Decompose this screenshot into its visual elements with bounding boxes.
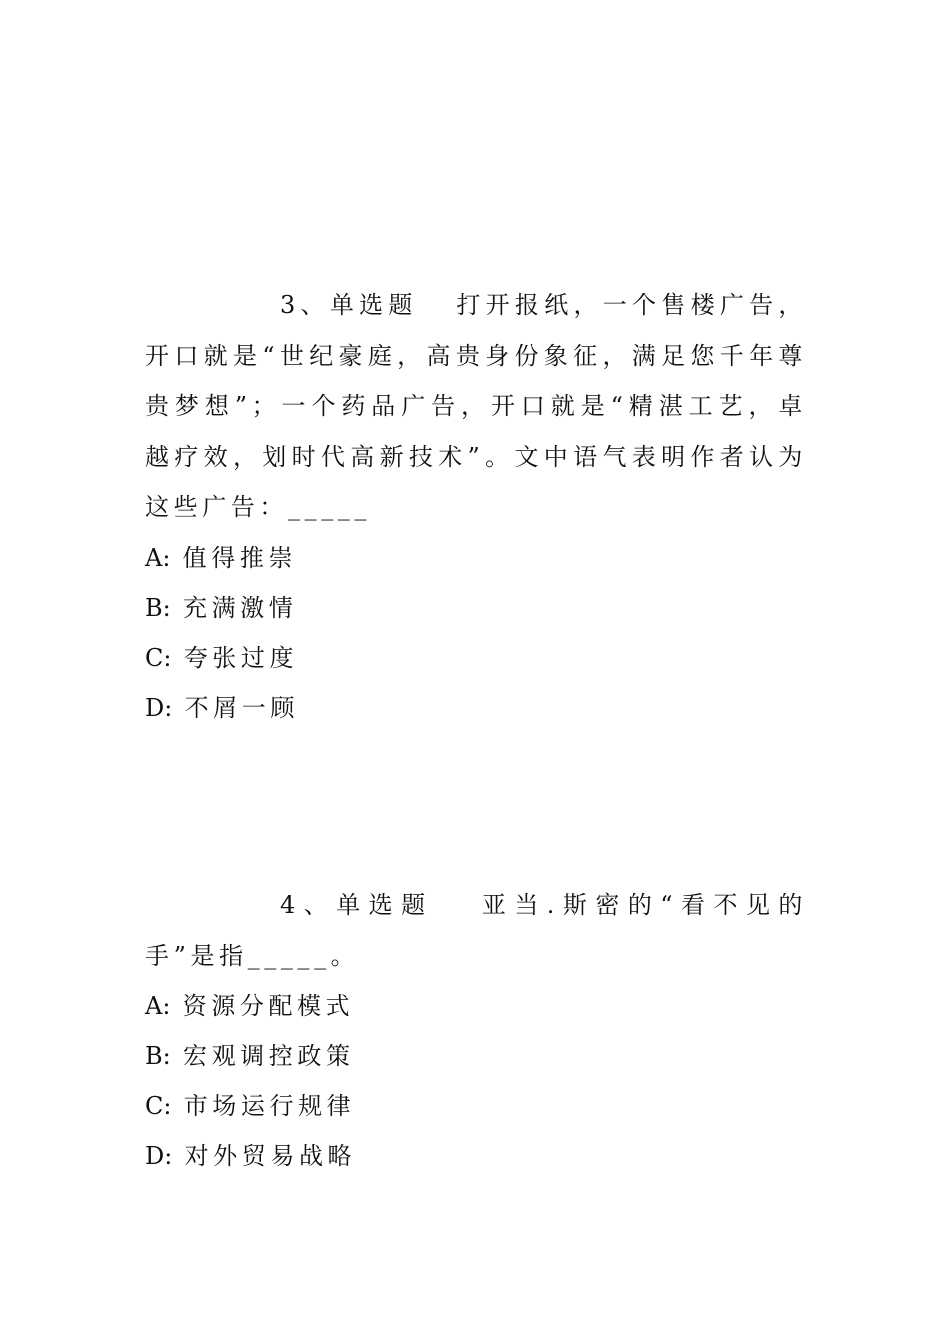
- option-letter: C:: [145, 643, 172, 672]
- option-list: [145, 981, 807, 1181]
- option-letter: B:: [145, 593, 171, 622]
- option-b: [145, 583, 807, 633]
- option-letter: D:: [145, 693, 173, 722]
- question-text: 亚当.斯密的“看不见的手”是指_____。: [145, 891, 808, 970]
- option-a: [145, 981, 807, 1031]
- option-text: 夸张过度: [183, 643, 299, 672]
- option-letter: B:: [145, 1042, 171, 1070]
- question-type: 、单选题: [299, 891, 434, 919]
- option-c: [145, 1081, 807, 1131]
- option-letter: A:: [145, 543, 171, 572]
- option-list: [145, 533, 807, 733]
- option-text: 不屑一顾: [184, 693, 299, 722]
- option-text: 宏观调控政策: [182, 1042, 355, 1070]
- question-number: 3: [280, 291, 300, 319]
- option-text: 充满激情: [182, 593, 298, 622]
- option-letter: C:: [145, 1092, 172, 1120]
- question-text: 打开报纸，一个售楼广告，开口就是“世纪豪庭，高贵身份象征，满足您千年尊贵梦想”；一个药品广告，开口就是“精湛工艺，卓越疗效，划时代高新技术”。文中语气表明作者认为这些广告：_____: [145, 291, 808, 521]
- option-letter: D:: [145, 1142, 173, 1170]
- option-d: [145, 683, 807, 733]
- option-c: [145, 633, 807, 683]
- option-text: 市场运行规律: [183, 1092, 356, 1120]
- question-type: 、单选题: [299, 291, 418, 319]
- question-stem: [145, 280, 807, 533]
- question-stem: [145, 880, 807, 981]
- option-text: 对外贸易战略: [184, 1142, 357, 1170]
- option-text: 资源分配模式: [182, 992, 355, 1020]
- option-a: [145, 533, 807, 583]
- option-d: [145, 1131, 807, 1181]
- question-number: 4: [280, 891, 300, 919]
- option-letter: A:: [145, 992, 171, 1020]
- option-b: [145, 1031, 807, 1081]
- question-3: [145, 280, 807, 733]
- option-text: 值得推崇: [182, 543, 298, 572]
- question-4: [145, 880, 807, 1181]
